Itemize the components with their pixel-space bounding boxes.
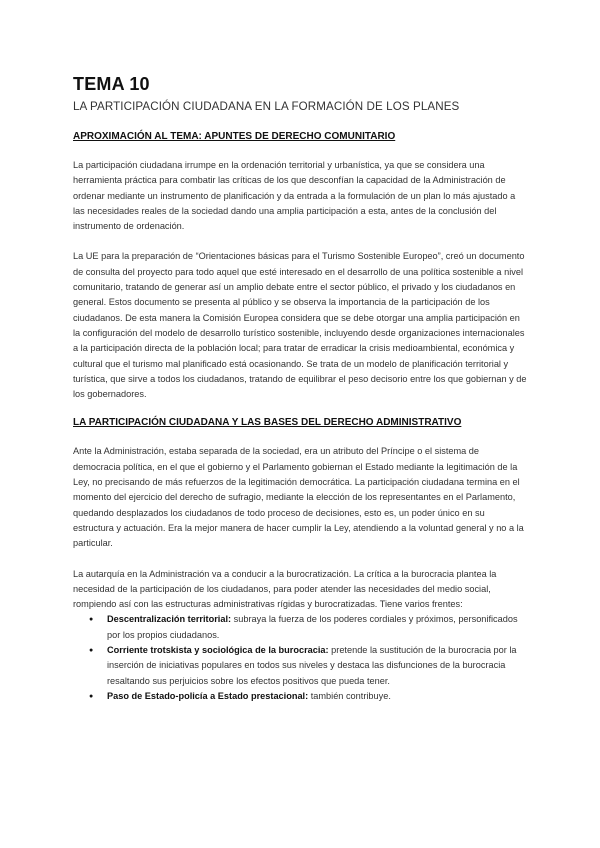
list-item-text: pretende la sustitución de la burocracia por la inserción de iniciativas populares en todos sus niveles y destaca las disfunciones de la burocracia resaltando sus perjuicios sobre los efectos positivos que pueda tener. <box>107 645 517 686</box>
list-item-text: también contribuye. <box>308 690 391 701</box>
list-item <box>107 643 528 689</box>
section-heading-derecho-administrativo: LA PARTICIPACIÓN CIUDADANA Y LAS BASES DEL DERECHO ADMINISTRATIVO <box>73 417 462 429</box>
document-page <box>73 74 528 704</box>
list-item-term: Paso de Estado-policía a Estado prestacional: <box>107 690 309 701</box>
list-item-term: Descentralización territorial: <box>107 614 232 625</box>
list-item <box>107 612 528 643</box>
bullet-list <box>73 612 528 704</box>
page-subtitle: LA PARTICIPACIÓN CIUDADANA EN LA FORMACIÓN DE LOS PLANES <box>73 100 460 113</box>
paragraph: La participación ciudadana irrumpe en la ordenación territorial y urbanística, ya que se considera una herramienta práctica para combatir las críticas de los que desconfían la capacidad de la Administración de ordenar mediante un instrumento de planificación y da entrada a la formulación de un plan lo más ajustado a las necesidades reales de la sociedad dando una amplia participación a esta, antes de la conclusión del instrumento de ordenación. <box>73 160 516 232</box>
paragraph: La autarquía en la Administración va a conducir a la burocratización. La crítica a la burocracia plantea la necesidad de la participación de los ciudadanos, para poder atender las necesidades del medio social, rompiendo así con las estructuras administrativas rígidas y burocratizadas. Tiene varios frentes: <box>73 568 497 610</box>
list-item-term: Corriente trotskista y sociológica de la burocracia: <box>107 645 329 656</box>
page-title: TEMA 10 <box>73 74 150 94</box>
paragraph: La UE para la preparación de “Orientaciones básicas para el Turismo Sostenible Europeo”, creó un documento de consulta del proyecto para todo aquel que esté interesado en el desarrollo de una política sostenible a nivel comunitario, tratando de generar así un amplio debate entre el sector público, el privado y los ciudadanos en general. Estos documento se presenta al público y se observa la importancia de la participación de los ciudadanos. De esta manera la Comisión Europea considera que se debe otorgar una amplia participación en la configuración del modelo de desarrollo turístico sostenible, incluyendo desde organizaciones internacionales a la participación directa de la población local; para tratar de erradicar la crisis medioambiental, económica y cultural que el turismo mal planificado está ocasionando. Se trata de un modelo de planificación territorial y turística, que sirve a todos los ciudadanos, tratando de equilibrar el peso decisorio entre los que gobiernan y de los gobernadores. <box>73 251 527 400</box>
paragraph: Ante la Administración, estaba separada de la sociedad, era un atributo del Príncipe o el sistema de democracia política, en el que el gobierno y el Parlamento gobiernan el Estado mediante la legitimación de la Ley, no precisando de más refuerzos de la legitimación democrática. La participación ciudadana termina en el momento del ejercicio del derecho de sufragio, mediante la elección de los representantes en el Parlamento, quedando desplazados los ciudadanos de todo proceso de decisiones, esto es, un poder único en su estructura y actuación. Era la mejor manera de hacer cumplir la Ley, atendiendo a la voluntad general y no a la particular. <box>73 446 524 549</box>
section-heading-derecho-comunitario: APROXIMACIÓN AL TEMA: APUNTES DE DERECHO COMUNITARIO <box>73 131 396 142</box>
list-item <box>107 689 528 704</box>
list-item-text: subraya la fuerza de los poderes cordiales y próximos, personificados por los propios ciudadanos. <box>107 614 518 640</box>
